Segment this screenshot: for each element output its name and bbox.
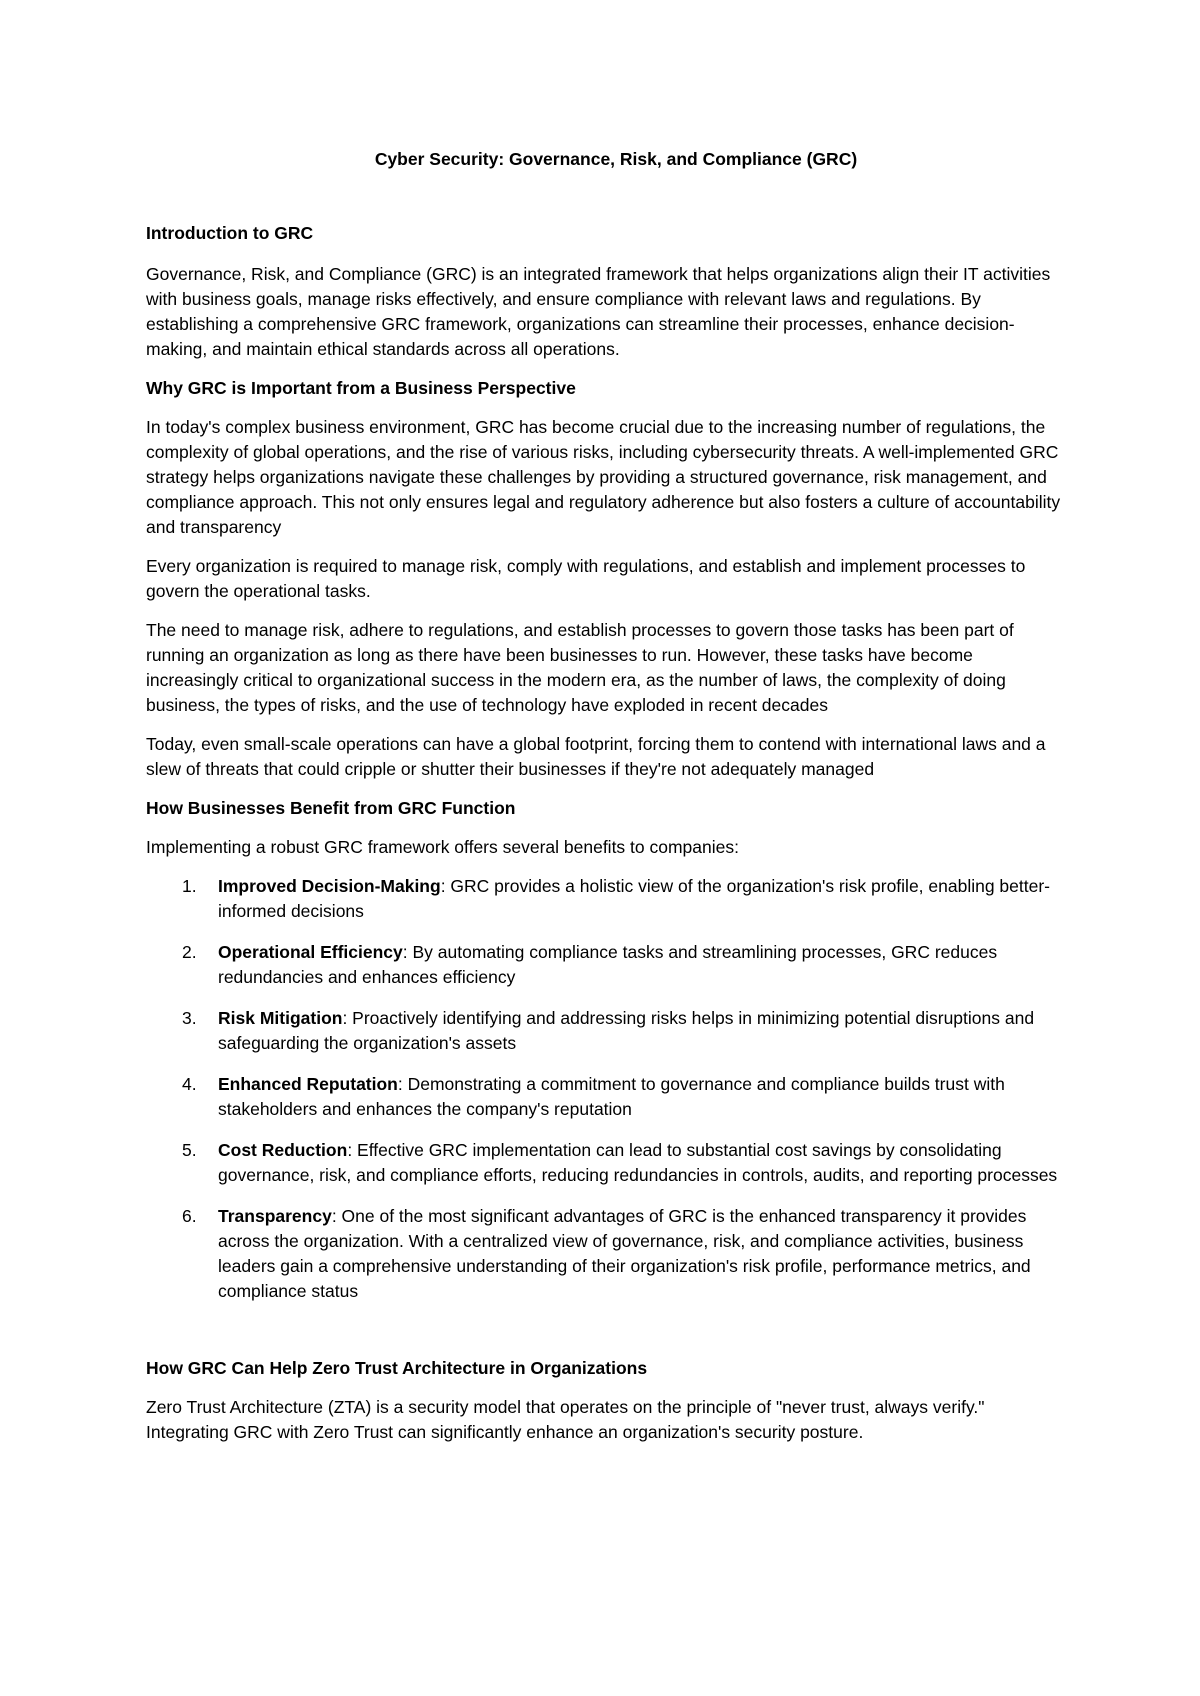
benefit-item (146, 1072, 1070, 1122)
list-number: 2. (182, 942, 197, 962)
benefit-term: Transparency (218, 1206, 332, 1226)
benefit-text: : One of the most significant advantages of GRC is the enhanced transparency it provides across the organization. With a centralized view of governance, risk, and compliance activities, business leaders gain a comprehensive understanding of their organization's risk profile, performance metrics, and compliance status (218, 1206, 1031, 1301)
list-number: 3. (182, 1008, 197, 1028)
list-number: 4. (182, 1074, 197, 1094)
benefit-item (146, 1006, 1070, 1056)
list-number: 1. (182, 876, 197, 896)
benefit-item (146, 940, 1070, 990)
benefit-term: Risk Mitigation (218, 1008, 343, 1028)
list-number: 5. (182, 1140, 197, 1160)
why-paragraph-4: Today, even small-scale operations can have a global footprint, forcing them to contend with international laws and a slew of threats that could cripple or shutter their businesses if they're not adequately managed (146, 734, 1046, 779)
benefit-term: Improved Decision-Making (218, 876, 441, 896)
benefit-term: Enhanced Reputation (218, 1074, 398, 1094)
benefit-text: : Demonstrating a commitment to governance and compliance builds trust with stakeholders and enhances the company's reputation (218, 1074, 1005, 1119)
benefit-text: : By automating compliance tasks and streamlining processes, GRC reduces redundancies and enhances efficiency (218, 942, 998, 987)
document-title: Cyber Security: Governance, Risk, and Compliance (GRC) (374, 149, 858, 169)
benefit-text: : GRC provides a holistic view of the organization's risk profile, enabling better-informed decisions (218, 876, 1051, 921)
benefit-item (146, 1138, 1070, 1188)
benefits-intro: Implementing a robust GRC framework offers several benefits to companies: (146, 837, 739, 857)
benefit-item (146, 1204, 1070, 1304)
benefits-list (146, 874, 1070, 1304)
benefit-text: : Effective GRC implementation can lead to substantial cost savings by consolidating governance, risk, and compliance efforts, reducing redundancies in controls, audits, and reporting processes (218, 1140, 1058, 1185)
benefits-heading: How Businesses Benefit from GRC Function (146, 798, 516, 818)
why-paragraph-2: Every organization is required to manage risk, comply with regulations, and establish and implement processes to govern the operational tasks. (146, 556, 1026, 601)
benefit-text: : Proactively identifying and addressing risks helps in minimizing potential disruptions and safeguarding the organization's assets (218, 1008, 1035, 1053)
zta-paragraph: Zero Trust Architecture (ZTA) is a security model that operates on the principle of "never trust, always verify." Integrating GRC with Zero Trust can significantly enhance an organization's security posture. (146, 1397, 985, 1442)
why-paragraph-3: The need to manage risk, adhere to regulations, and establish processes to govern those tasks has been part of running an organization as long as there have been businesses to run. However, these tasks have become increasingly critical to organizational success in the modern era, as the number of laws, the complexity of doing business, the types of risks, and the use of technology have exploded in recent decades (146, 620, 1014, 715)
why-heading: Why GRC is Important from a Business Perspective (146, 378, 576, 398)
intro-heading: Introduction to GRC (146, 223, 314, 243)
why-paragraph-1: In today's complex business environment, GRC has become crucial due to the increasing number of regulations, the complexity of global operations, and the rise of various risks, including cybersecurity threats. A well-implemented GRC strategy helps organizations navigate these challenges by providing a structured governance, risk management, and compliance approach. This not only ensures legal and regulatory adherence but also fosters a culture of accountability and transparency (146, 417, 1061, 537)
benefit-term: Operational Efficiency (218, 942, 403, 962)
benefit-item (146, 874, 1070, 924)
intro-paragraph: Governance, Risk, and Compliance (GRC) is an integrated framework that helps organizations align their IT activities with business goals, manage risks effectively, and ensure compliance with relevant laws and regulations. By establishing a comprehensive GRC framework, organizations can streamline their processes, enhance decision-making, and maintain ethical standards across all operations. (146, 264, 1051, 359)
benefit-term: Cost Reduction (218, 1140, 348, 1160)
zta-heading: How GRC Can Help Zero Trust Architecture in Organizations (146, 1358, 648, 1378)
list-number: 6. (182, 1206, 197, 1226)
